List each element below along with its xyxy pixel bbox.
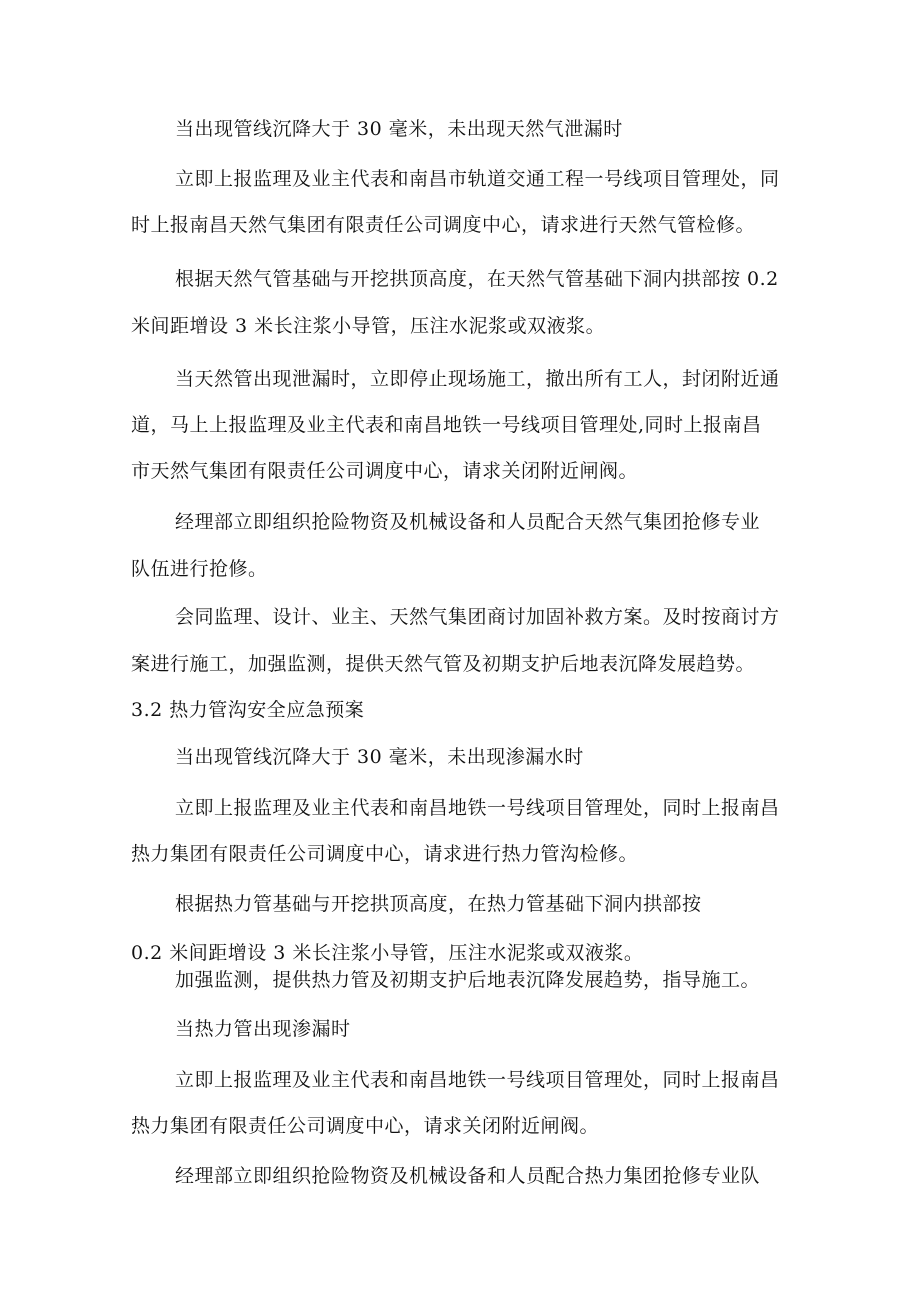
paragraph-line: 会同监理、设计、业主、天然气集团商讨加固补救方案。及时按商讨方 [175,606,780,628]
paragraph-line: 根据天然气管基础与开挖拱顶高度，在天然气管基础下洞内拱部按 0.2 [175,268,779,290]
paragraph-line: 0.2 米间距增设 3 米长注浆小导管，压注水泥浆或双液浆。 [131,942,644,964]
paragraph-line: 案进行施工，加强监测，提供天然气管及初期支护后地表沉降发展趋势。 [131,653,756,675]
paragraph-line: 市天然气集团有限责任公司调度中心，请求关闭附近闸阀。 [131,460,639,482]
paragraph-line: 立即上报监理及业主代表和南昌市轨道交通工程一号线项目管理处，同 [175,168,780,190]
paragraph-line: 热力集团有限责任公司调度中心，请求关闭附近闸阀。 [131,1115,600,1137]
paragraph-line: 当出现管线沉降大于 30 毫米，未出现渗漏水时 [175,746,584,768]
paragraph-line: 当天然管出现泄漏时，立即停止现场施工，撤出所有工人，封闭附近通 [175,368,780,390]
paragraph-line: 立即上报监理及业主代表和南昌地铁一号线项目管理处，同时上报南昌 [175,797,780,819]
paragraph-line: 加强监测，提供热力管及初期支护后地表沉降发展趋势，指导施工。 [175,969,761,991]
paragraph-line: 时上报南昌天然气集团有限责任公司调度中心，请求进行天然气管检修。 [131,214,756,236]
paragraph-line: 当出现管线沉降大于 30 毫米，未出现天然气泄漏时 [175,118,623,140]
paragraph-line: 根据热力管基础与开挖拱顶高度，在热力管基础下洞内拱部按 [175,893,702,915]
paragraph-line: 经理部立即组织抢险物资及机械设备和人员配合天然气集团抢修专业 [175,511,761,533]
paragraph-line: 立即上报监理及业主代表和南昌地铁一号线项目管理处，同时上报南昌 [175,1069,780,1091]
paragraph-line: 队伍进行抢修。 [131,558,268,580]
paragraph-line: 经理部立即组织抢险物资及机械设备和人员配合热力集团抢修专业队 [175,1165,761,1187]
paragraph-line: 当热力管出现渗漏时 [175,1018,351,1040]
paragraph-line: 道，马上上报监理及业主代表和南昌地铁一号线项目管理处,同时上报南昌 [131,414,762,436]
section-heading: 3.2 热力管沟安全应急预案 [131,699,365,721]
paragraph-line: 热力集团有限责任公司调度中心，请求进行热力管沟检修。 [131,843,639,865]
paragraph-line: 米间距增设 3 米长注浆小导管，压注水泥浆或双液浆。 [131,315,606,337]
